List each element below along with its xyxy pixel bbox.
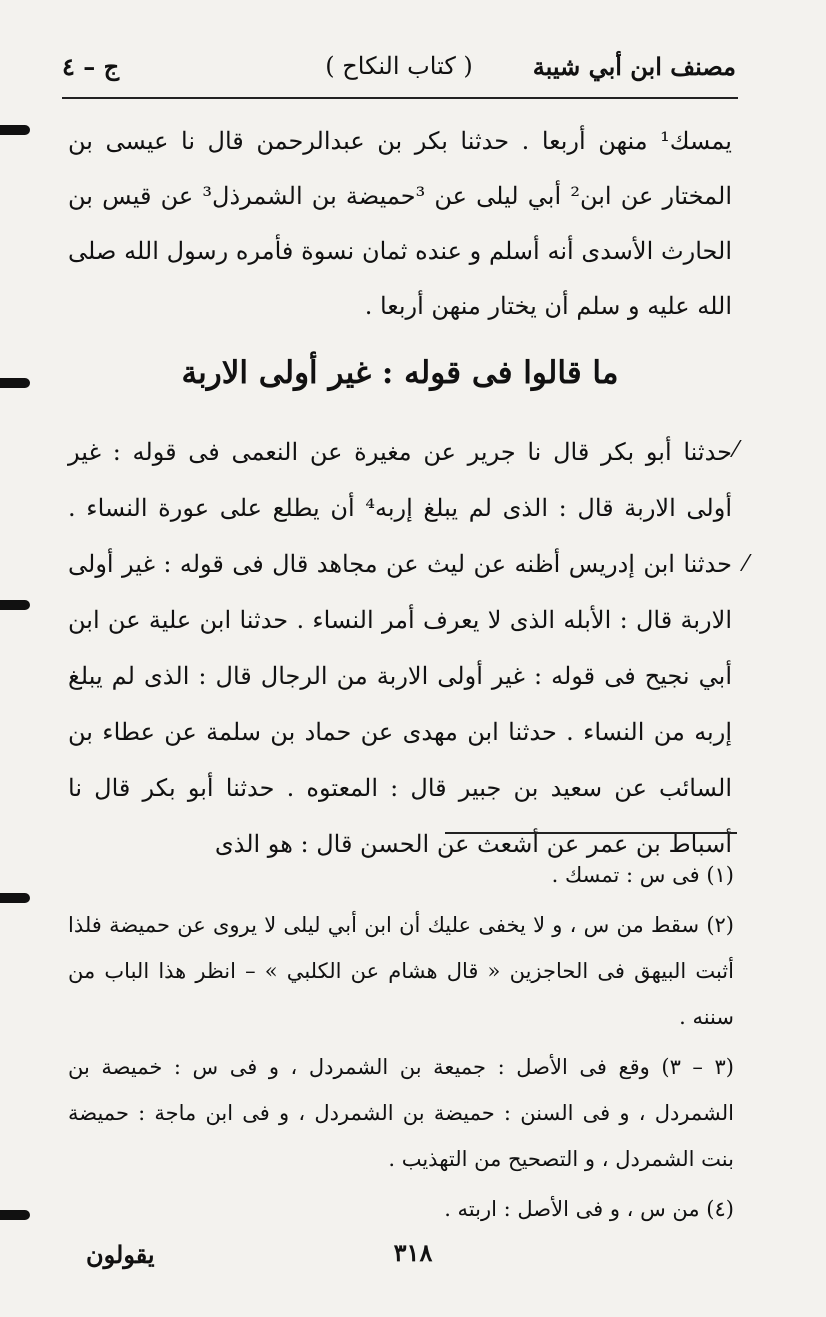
margin-tick-mark: ⁄: [744, 552, 748, 577]
margin-mark: [0, 1210, 30, 1220]
paragraph-1: يمسك¹ منهن أربعا . حدثنا بكر بن عبدالرحمن قال نا عيسى بن المختار عن ابن² أبي ليلى عن ³حميضة بن الشمرذل³ عن قيس بن الحارث الأسدى أنه أسلم و عنده ثمان نسوة فأمره رسول الله صلى الله عليه و سلم أن يختار منهن أربعا .: [68, 127, 732, 320]
footnote-2: (٢) سقط من س ، و لا يخفى عليك أن ابن أبي ليلى لا يروى عن حميضة فلذا أثبت البيهق فى الحاجزين « قال هشام عن الكلبي » – انظر هذا الباب من سننه .: [68, 913, 734, 1029]
page-number: ٣١٨: [393, 1238, 433, 1267]
paragraph-2: حدثنا أبو بكر قال نا جرير عن مغيرة عن النعمى فى قوله : غير أولى الاربة قال : الذى لم يبلغ إربه⁴ أن يطلع على عورة النساء . حدثنا ابن إدريس أظنه عن ليث عن مجاهد قال فى قوله : غير أولى الاربة قال : الأبله الذى لا يعرف أمر النساء . حدثنا ابن علية عن ابن أبي نجيح فى قوله : غير أولى الاربة من الرجال قال : الذى لم يبلغ إربه من النساء . حدثنا ابن مهدى عن حماد بن سلمة عن عطاء بن السائب عن سعيد بن جبير قال : المعتوه . حدثنا أبو بكر قال نا أسباط بن عمر عن أشعث عن الحسن قال : هو الذى: [68, 438, 733, 858]
margin-tick-mark: ⁄: [734, 438, 738, 463]
margin-mark: [0, 378, 30, 388]
chapter-title: ( كتاب النكاح ): [325, 52, 473, 80]
footnote-4: (٤) من س ، و فى الأصل : اربته .: [444, 1197, 734, 1221]
section-title: ما قالوا فى قوله : غير أولى الاربة: [181, 355, 619, 391]
margin-mark: [0, 893, 30, 903]
running-header: [62, 52, 736, 92]
margin-mark: [0, 125, 30, 135]
footnote-1: (١) فى س : تمسك .: [551, 863, 734, 887]
book-title: مصنف ابن أبي شيبة: [532, 52, 736, 81]
footnotes: [68, 852, 734, 1236]
catchword: يقولون: [86, 1240, 155, 1269]
margin-mark: [0, 600, 30, 610]
header-rule: [62, 97, 738, 99]
footnote-3: (٣ – ٣) وقع فى الأصل : جميعة بن الشمردل ، و فى س : خميصة بن الشمردل ، و فى السنن : حميضة بن الشمردل ، و فى ابن ماجة : حميضة بنت الشمردل ، و التصحيح من التهذيب .: [68, 1055, 734, 1171]
footnote-rule: [445, 832, 737, 834]
volume-label: ج – ٤: [62, 52, 120, 81]
